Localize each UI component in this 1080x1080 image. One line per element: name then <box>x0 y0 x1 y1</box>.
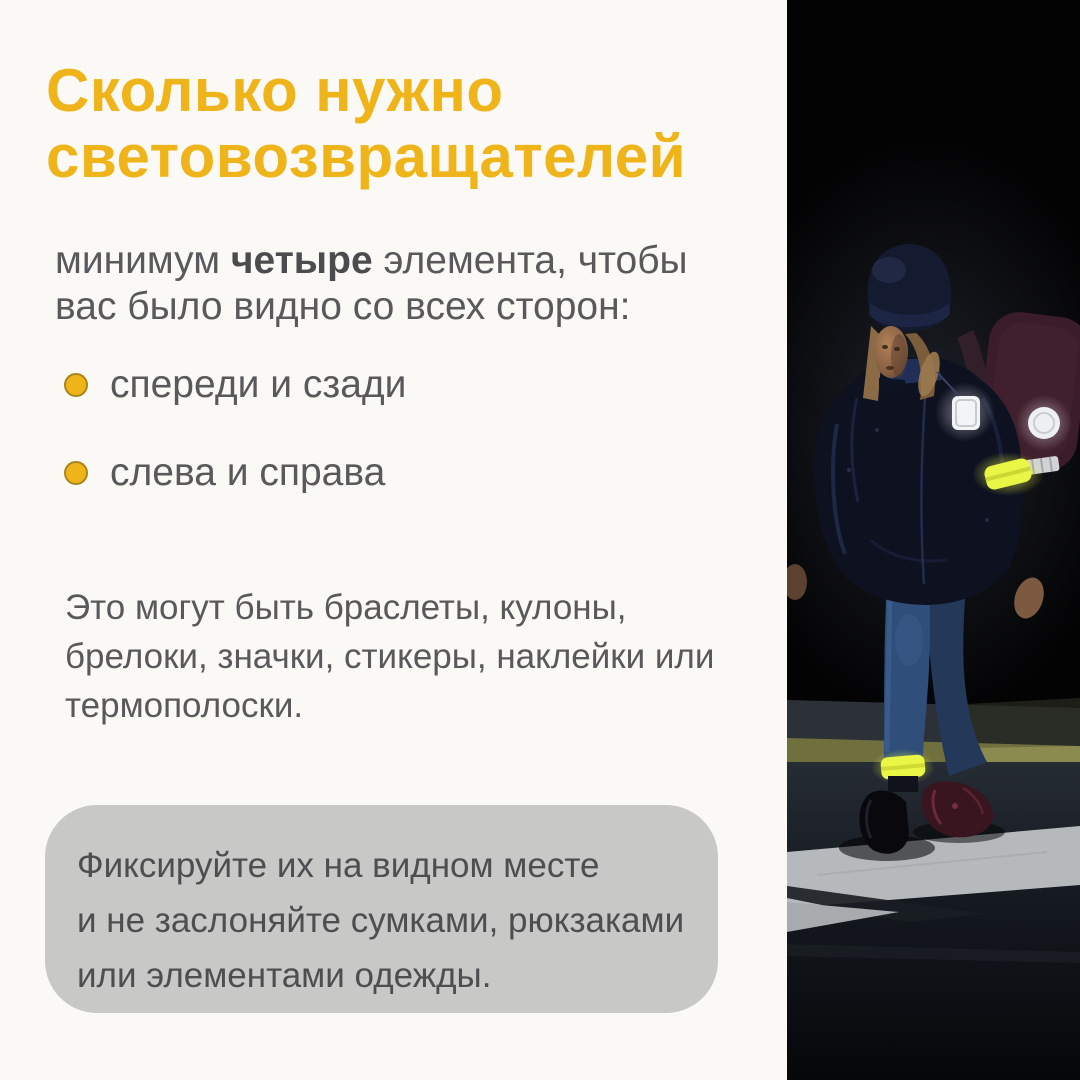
neck-shadow <box>879 378 907 396</box>
intro-line-2: вас было видно со всех сторон: <box>55 285 631 328</box>
night-photo <box>787 0 1080 1080</box>
face-shadow <box>891 334 907 378</box>
intro-text <box>55 238 688 330</box>
note-line: и не заслоняйте сумками, рюкзаками <box>77 901 685 940</box>
beanie-highlight <box>872 257 906 283</box>
bullet-dot-icon <box>64 373 88 397</box>
grass-edge <box>967 698 1080 748</box>
gloss-speck <box>875 428 879 432</box>
intro-pre: минимум <box>55 239 231 282</box>
note-line: Фиксируйте их на видном месте <box>77 846 600 885</box>
title-line-2: световозвращателей <box>46 123 687 190</box>
gloss-speck <box>985 518 989 522</box>
bullet-list <box>64 362 406 538</box>
page-title <box>46 58 686 190</box>
intro-bold-word: четыре <box>230 239 373 282</box>
gloss-speck <box>847 468 851 472</box>
note-box <box>45 805 718 1013</box>
bullet-label: спереди и сзади <box>110 363 407 406</box>
mouth <box>886 366 894 370</box>
shoe-lace <box>952 803 958 809</box>
body-paragraph <box>65 583 714 730</box>
sock <box>888 776 918 792</box>
body-line: Это могут быть браслеты, кулоны, <box>65 588 627 627</box>
bullet-dot-icon <box>64 461 88 485</box>
bullet-item <box>64 450 406 496</box>
knee-highlight <box>895 614 923 666</box>
bullet-label: слева и справа <box>110 451 386 494</box>
body-line: брелоки, значки, стикеры, наклейки или <box>65 637 715 676</box>
body-line: термополоски. <box>65 686 304 725</box>
bullet-item <box>64 362 406 408</box>
intro-line-1 <box>55 238 688 284</box>
eye <box>882 345 888 349</box>
eye <box>894 347 900 351</box>
backpack-reflector <box>1028 407 1060 439</box>
title-line-1: Сколько нужно <box>46 57 504 124</box>
note-line: или элементами одежды. <box>77 956 492 995</box>
intro-post: элемента, чтобы <box>372 239 688 282</box>
